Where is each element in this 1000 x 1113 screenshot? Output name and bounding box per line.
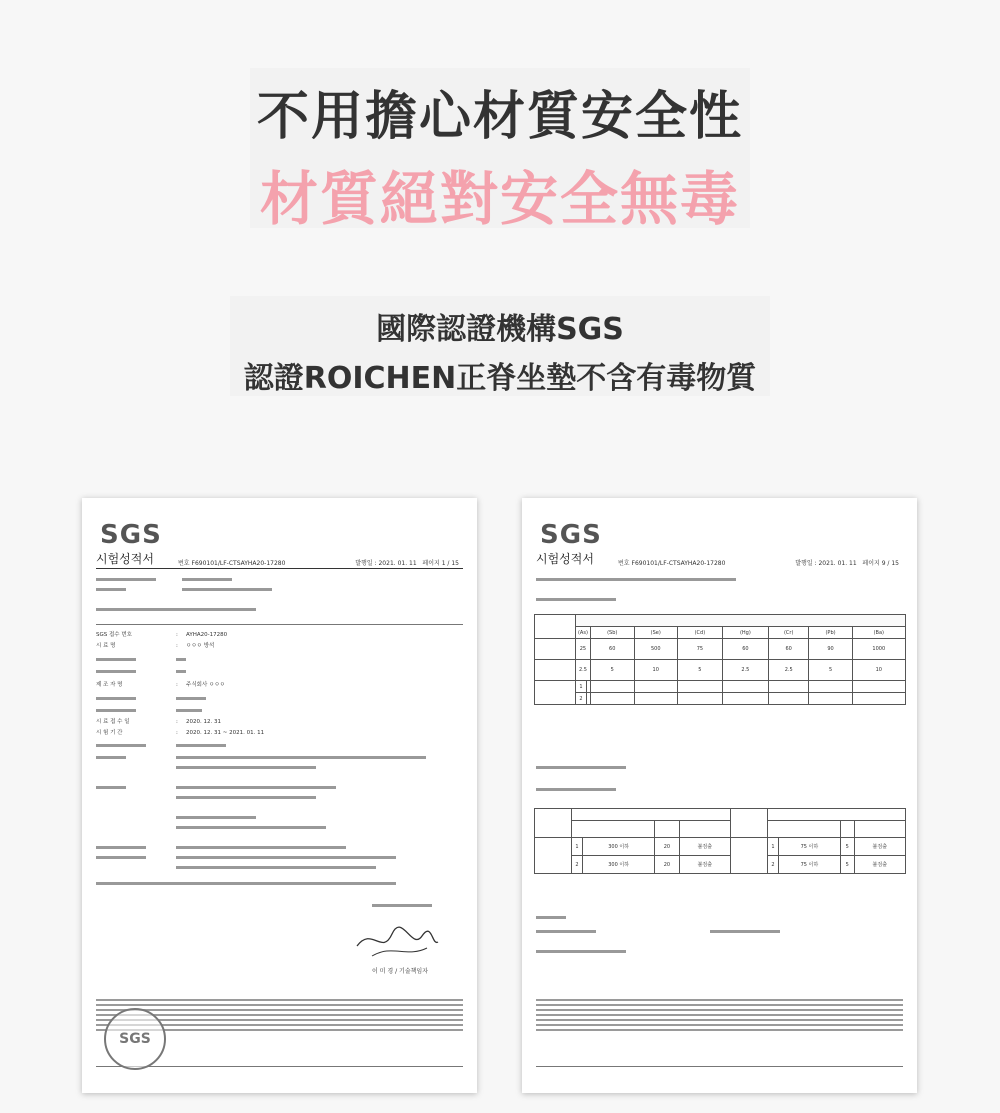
text-line [96, 709, 136, 712]
text-line [536, 766, 626, 769]
report-page: 발행일 : 2021. 01. 11 페이지 9 / 15 [795, 560, 899, 567]
sgs-stamp-icon: SGS [104, 1008, 166, 1070]
text-line [176, 709, 202, 712]
migration-table: 1 300 이하 20 불검출 1 75 이하 5 불검출 2 300 이하 20 불검출 2 75 이하 5 불검출 [534, 808, 906, 874]
divider [96, 624, 463, 625]
info-row: 시 험 기 간 : 2020. 12. 31 ~ 2021. 01. 11 [96, 729, 265, 736]
text-line [536, 916, 566, 919]
report-title: 시험성적서 [96, 552, 154, 566]
info-row: SGS 접수 번호 : AYHA20-17280 [96, 632, 228, 638]
text-line [96, 697, 136, 700]
text-line [176, 744, 226, 747]
text-line [96, 856, 146, 859]
text-line [176, 658, 186, 661]
sgs-certificate-page-9 [522, 498, 917, 1093]
signature-icon [352, 916, 442, 960]
text-line [96, 786, 126, 789]
footer-disclaimer [536, 996, 903, 1068]
text-line [96, 744, 146, 747]
text-line [182, 578, 232, 581]
sgs-logo: SGS [100, 520, 162, 550]
info-row: 시 료 명 : ㅇㅇㅇ 방석 [96, 642, 215, 649]
info-row: 시 료 접 수 일 : 2020. 12. 31 [96, 719, 221, 725]
signature-note: 이 미 경 / 기술책임자 [372, 968, 429, 975]
text-line [710, 930, 780, 933]
text-line [176, 670, 186, 673]
text-line [176, 697, 206, 700]
text-line [96, 658, 136, 661]
info-rows [96, 717, 466, 738]
text-line [536, 598, 616, 601]
info-row: 제 조 자 명 : 주식회사 ㅇㅇㅇ [96, 682, 225, 688]
text-line [176, 816, 256, 819]
text-line [176, 786, 336, 789]
text-line [176, 826, 326, 829]
text-line [96, 588, 126, 591]
text-line [536, 788, 616, 791]
text-line [176, 856, 396, 859]
text-line [536, 930, 596, 933]
subheading-line2: 認證ROICHEN正脊坐墊不含有毒物質 [243, 361, 757, 396]
divider [96, 568, 463, 569]
text-line [536, 578, 736, 581]
divider [96, 1066, 463, 1067]
report-number: 번호 F690101/LF-CTSAYHA20-17280 [618, 560, 726, 567]
sgs-certificate-page-1 [82, 498, 477, 1093]
text-line [536, 950, 626, 953]
text-line [176, 756, 426, 759]
text-line [176, 766, 316, 769]
text-line [96, 756, 126, 759]
report-number: 번호 F690101/LF-CTSAYHA20-17280 [178, 560, 286, 567]
info-rows [96, 630, 466, 651]
report-title: 시험성적서 [536, 552, 594, 566]
text-line [176, 846, 346, 849]
heading-line2: 材質絕對安全無毒 [259, 165, 740, 233]
text-line [96, 670, 136, 673]
text-line [176, 866, 376, 869]
report-page: 발행일 : 2021. 01. 11 페이지 1 / 15 [355, 560, 459, 567]
subheading-line1: 國際認證機構SGS [376, 312, 624, 347]
divider [536, 1066, 903, 1067]
text-line [372, 904, 432, 907]
text-line [96, 578, 156, 581]
sgs-logo: SGS [540, 520, 602, 550]
info-rows [96, 680, 466, 691]
text-line [176, 796, 316, 799]
text-line [96, 846, 146, 849]
heavy-metals-table: (As) (Sb) (Se) (Cd) (Hg) (Cr) (Pb) (Ba) 25 60 500 75 60 60 90 1000 2.5 5 10 5 2.5 2.5 5 10 1 2 [534, 614, 906, 705]
text-line [182, 588, 272, 591]
heading-line1: 不用擔心材質安全性 [256, 87, 743, 147]
text-line [96, 882, 396, 885]
text-line [96, 608, 256, 611]
